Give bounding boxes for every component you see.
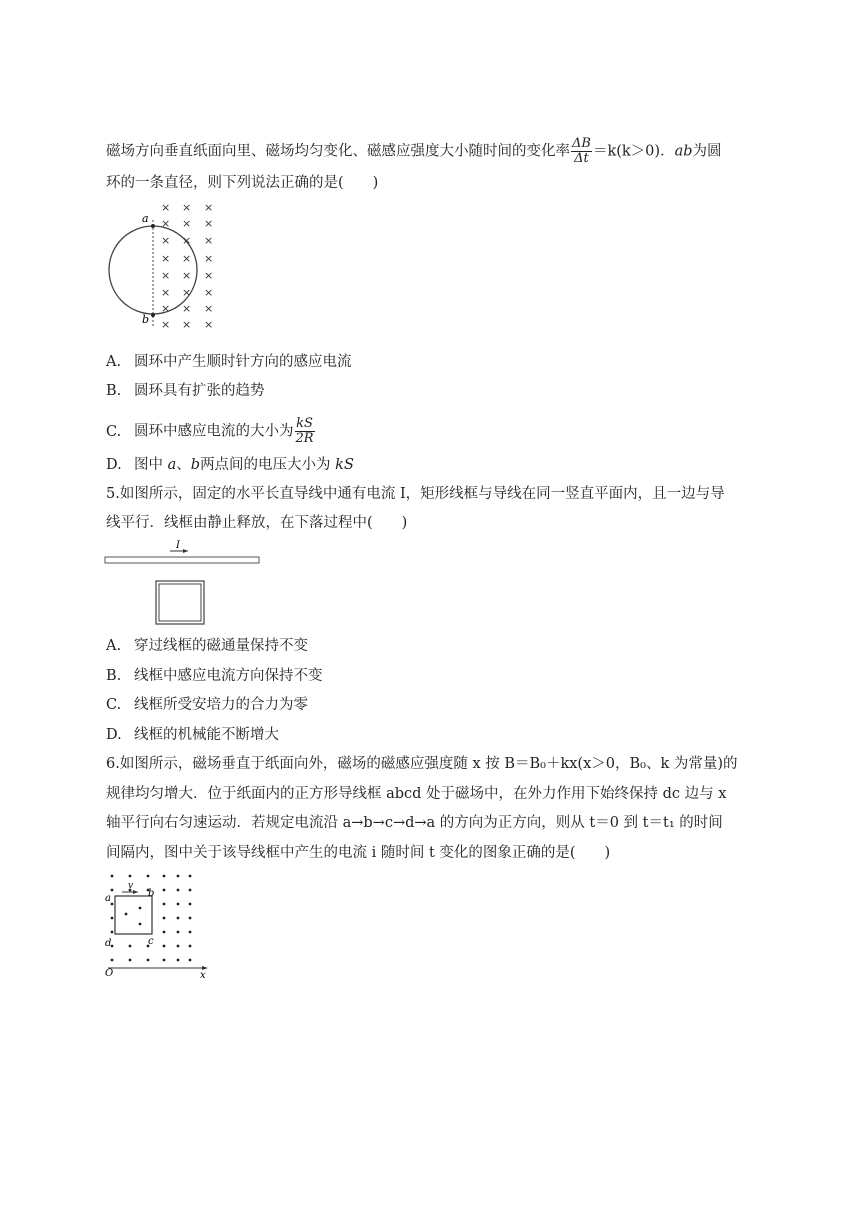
field-cross: ×	[161, 234, 171, 247]
field-dot	[111, 903, 114, 906]
field-dot	[163, 931, 166, 934]
field-cross: ×	[204, 252, 214, 265]
q5-option-a[interactable]: A. 穿过线框的磁通量保持不变	[106, 638, 308, 654]
current-arrow-head	[183, 549, 188, 553]
field-dot	[111, 917, 114, 920]
field-dot	[163, 959, 166, 962]
field-cross: ×	[161, 201, 171, 214]
q6-stem-line4: 间隔内，图中关于该导线框中产生的电流 i 随时间 t 变化的图象正确的是( )	[106, 845, 611, 861]
q6-stem-line3: 轴平行向右匀速运动．若规定电流沿 a→b→c→d→a 的方向为正方向，则从 t＝0 到 t＝t₁ 的时间	[106, 815, 723, 831]
point-a	[151, 224, 155, 228]
field-dot	[163, 889, 166, 892]
q4-stem-text-b: ＝k(k＞0)．	[592, 143, 675, 160]
q4-option-d[interactable]: D. 图中 a、b两点间的电压大小为 kS	[106, 457, 354, 473]
field-cross: ×	[204, 318, 214, 331]
field-dot	[129, 945, 132, 948]
field-cross: ×	[182, 252, 192, 265]
field-dot	[177, 903, 180, 906]
rect-frame-outer	[156, 581, 204, 624]
q5-stem-line1: 5.如图所示，固定的水平长直导线中通有电流 I，矩形线框与导线在同一竖直平面内，且一边与导	[106, 486, 725, 502]
field-dot	[189, 917, 192, 920]
field-dot	[129, 959, 132, 962]
field-dot	[147, 875, 150, 878]
rect-frame-inner	[159, 584, 201, 621]
q4-option-c[interactable]: C. 圆环中感应电流的大小为 $\frac{kS}{2R}$	[106, 416, 314, 446]
field-cross: ×	[161, 302, 171, 315]
field-dot	[139, 923, 142, 926]
field-dot	[189, 875, 192, 878]
label-a: a	[142, 212, 149, 225]
q6-stem-line2: 规律均匀增大．位于纸面内的正方形导线框 abcd 处于磁场中，在外力作用下始终保持 dc 边与 x	[106, 786, 727, 802]
field-cross: ×	[204, 201, 214, 214]
rate-fraction: $\frac{\Delta B}{\Delta t}$	[572, 136, 591, 166]
q4-option-b[interactable]: B. 圆环具有扩张的趋势	[106, 383, 265, 399]
field-dot	[163, 945, 166, 948]
label-b: b	[148, 888, 155, 899]
field-cross: ×	[182, 286, 192, 299]
field-cross: ×	[204, 217, 214, 230]
label-current-I: I	[176, 540, 180, 551]
field-dot	[189, 931, 192, 934]
q4-stem-line1	[106, 137, 722, 166]
label-x: x	[200, 970, 206, 978]
magnetic-field-crosses	[161, 201, 213, 331]
point-b	[151, 313, 155, 317]
label-a: a	[105, 893, 111, 904]
field-dot	[129, 875, 132, 878]
field-dot	[177, 917, 180, 920]
q4-stem-line2: 环的一条直径，则下列说法正确的是( )	[106, 175, 379, 191]
long-straight-wire	[105, 557, 259, 563]
q5-option-d[interactable]: D. 线框的机械能不断增大	[106, 727, 279, 743]
field-dot	[177, 959, 180, 962]
q5-figure	[104, 540, 264, 628]
q6-stem-line1: 6.如图所示，磁场垂直于纸面向外，磁场的磁感应强度随 x 按 B＝B₀＋kx(x＞0，B₀、k 为常量)的	[106, 756, 738, 772]
field-cross: ×	[161, 252, 171, 265]
field-dot	[147, 959, 150, 962]
field-dot	[189, 889, 192, 892]
field-dot	[177, 945, 180, 948]
label-c: c	[148, 936, 154, 947]
field-dot	[111, 875, 114, 878]
field-dot	[189, 945, 192, 948]
q4-ab: ab	[674, 143, 693, 160]
field-dot	[111, 959, 114, 962]
field-dot	[177, 875, 180, 878]
field-dot	[125, 913, 128, 916]
field-dot	[177, 931, 180, 934]
field-dot	[163, 875, 166, 878]
field-dot	[189, 903, 192, 906]
field-cross: ×	[161, 286, 171, 299]
field-cross: ×	[182, 234, 192, 247]
q5-option-c[interactable]: C. 线框所受安培力的合力为零	[106, 697, 308, 713]
field-cross: ×	[182, 217, 192, 230]
field-dot	[139, 907, 142, 910]
square-loop-abcd	[115, 896, 152, 934]
field-cross: ×	[182, 318, 192, 331]
field-cross: ×	[161, 318, 171, 331]
field-dot	[163, 917, 166, 920]
velocity-arrow-head	[133, 890, 138, 894]
label-v: v	[128, 881, 134, 891]
field-dot	[177, 889, 180, 892]
field-cross: ×	[204, 234, 214, 247]
field-cross: ×	[182, 201, 192, 214]
field-cross: ×	[161, 269, 171, 282]
label-b: b	[142, 313, 150, 326]
q4-option-a[interactable]: A. 圆环中产生顺时针方向的感应电流	[106, 354, 352, 370]
q4-figure	[104, 200, 224, 332]
current-fraction: $\frac{kS}{2R}$	[295, 416, 314, 446]
field-cross: ×	[204, 302, 214, 315]
field-cross: ×	[182, 269, 192, 282]
field-dot	[189, 959, 192, 962]
field-dot	[111, 889, 114, 892]
label-origin: O	[105, 968, 114, 978]
q6-figure	[102, 870, 214, 978]
q5-stem-line2: 线平行．线框由静止释放，在下落过程中( )	[106, 515, 408, 531]
field-cross: ×	[204, 269, 214, 282]
field-dot	[163, 903, 166, 906]
label-d: d	[105, 938, 112, 949]
field-cross: ×	[161, 217, 171, 230]
q4-stem-text-d: 为圆	[692, 143, 722, 160]
field-cross: ×	[204, 286, 214, 299]
field-cross: ×	[182, 302, 192, 315]
q5-option-b[interactable]: B. 线框中感应电流方向保持不变	[106, 668, 323, 684]
q4-stem-text: 磁场方向垂直纸面向里、磁场均匀变化、磁感应强度大小随时间的变化率	[106, 143, 570, 160]
field-dot	[111, 931, 114, 934]
